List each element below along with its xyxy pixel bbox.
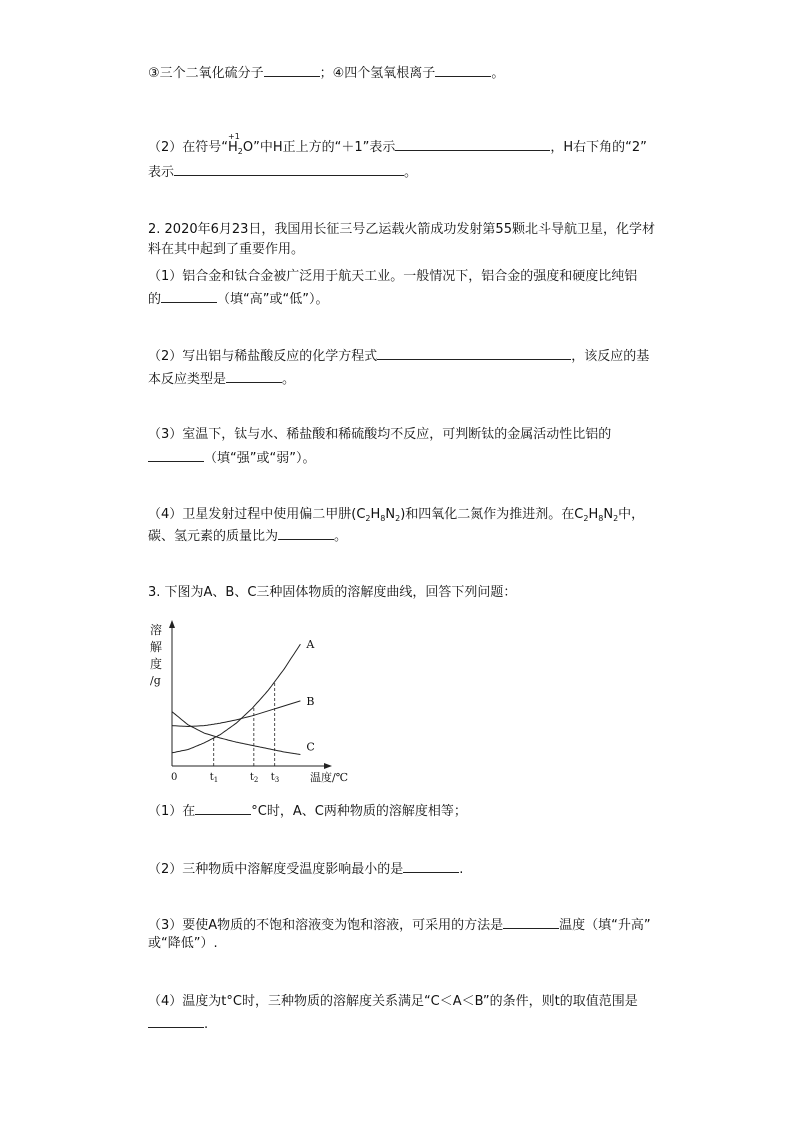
x-axis-arrow <box>324 763 332 769</box>
x-tick-label: $t_3$ <box>270 772 280 784</box>
h2o-formula: +1 $H_2O$ <box>228 138 253 159</box>
answer-blank[interactable] <box>377 345 571 360</box>
x-axis-label: 温度/℃ <box>310 771 349 784</box>
answer-blank[interactable] <box>174 161 404 176</box>
q1-item4-text: ；④四个氢氧根离子 <box>319 66 436 81</box>
q3-part3-line2: 或“降低”）. <box>148 936 218 951</box>
series-label-A: A <box>306 638 315 652</box>
answer-blank[interactable] <box>148 447 204 462</box>
q2-part3-line2: （填“强”或“弱”）。 <box>148 447 315 469</box>
q3-part4-line2: . <box>148 1013 208 1035</box>
q3-part4-line1: （4）温度为t°C时，三种物质的溶解度关系满足“C＜A＜B”的条件，则t的取值范围是 <box>148 994 638 1009</box>
answer-blank[interactable] <box>148 1013 204 1028</box>
answer-blank[interactable] <box>395 136 550 151</box>
q2-part1-line2: 的 （填“高”或“低”）。 <box>148 288 328 310</box>
answer-blank[interactable] <box>195 800 251 815</box>
x-tick-label: $t_2$ <box>249 772 259 784</box>
q2-part4-line2: 碳、氢元素的质量比为 。 <box>148 525 347 547</box>
charge-label: +1 <box>228 132 240 141</box>
origin-label: 0 <box>171 772 178 783</box>
q2-part1-line1: （1）铝合金和钛合金被广泛用于航天工业。一般情况下，铝合金的强度和硬度比纯铝 <box>148 269 638 284</box>
q2-intro-line2: 料在其中起到了重要作用。 <box>148 242 305 257</box>
y-axis-arrow <box>169 620 175 628</box>
q2-part2-line2: 本反应类型是 。 <box>148 368 295 390</box>
y-axis-label-char: 度 <box>150 657 163 671</box>
y-axis-label-char: 解 <box>150 640 163 654</box>
series-label-B: B <box>306 694 315 708</box>
q3-part3-line1: （3）要使A物质的不饱和溶液变为饱和溶液，可采用的方法是 温度（填“升高” <box>148 914 651 936</box>
q1-part2-line1: （2）在符号“ +1 $H_2O$”中H正上方的“＋1”表示 ，H右下角的“2” <box>148 136 647 159</box>
q1-line-3: ③三个二氧化硫分子 ；④四个氢氧根离子 。 <box>148 62 504 84</box>
answer-blank[interactable] <box>264 62 320 77</box>
q3-part2: （2）三种物质中溶解度受温度影响最小的是 . <box>148 858 463 880</box>
solubility-chart <box>140 616 349 788</box>
series-line-A <box>172 644 300 753</box>
answer-blank[interactable] <box>278 525 334 540</box>
series-label-C: C <box>306 740 315 754</box>
answer-blank[interactable] <box>226 368 282 383</box>
y-axis-label-char: 溶 <box>150 623 163 637</box>
q2-part4-line1: （4）卫星发射过程中使用偏二甲肼$(C_2H_8N_2)$和四氧化二氮作为推进剂。在$C_2H_8N_2$中， <box>148 507 645 523</box>
q3-part1: （1）在 °C时，A、C两种物质的溶解度相等； <box>148 800 467 822</box>
answer-blank[interactable] <box>161 288 217 303</box>
q2-part3-line1: （3）室温下，钛与水、稀盐酸和稀硫酸均不反应，可判断钛的金属活动性比铝的 <box>148 427 612 442</box>
answer-blank[interactable] <box>503 914 559 929</box>
q2-intro-line1: 2. 2020年6月23日，我国用长征三号乙运载火箭成功发射第55颗北斗导航卫星，化学材 <box>148 222 655 237</box>
y-axis-unit: /g <box>150 674 161 687</box>
x-tick-label: $t_1$ <box>209 772 219 784</box>
q1-item3-text: ③三个二氧化硫分子 <box>148 66 264 81</box>
q3-intro: 3. 下图为A、B、C三种固体物质的溶解度曲线，回答下列问题： <box>148 585 517 600</box>
answer-blank[interactable] <box>403 858 459 873</box>
q1-part2-line2: 表示 。 <box>148 161 417 183</box>
answer-blank[interactable] <box>435 62 491 77</box>
q2-part2-line1: （2）写出铝与稀盐酸反应的化学方程式 ，该反应的基 <box>148 345 649 367</box>
